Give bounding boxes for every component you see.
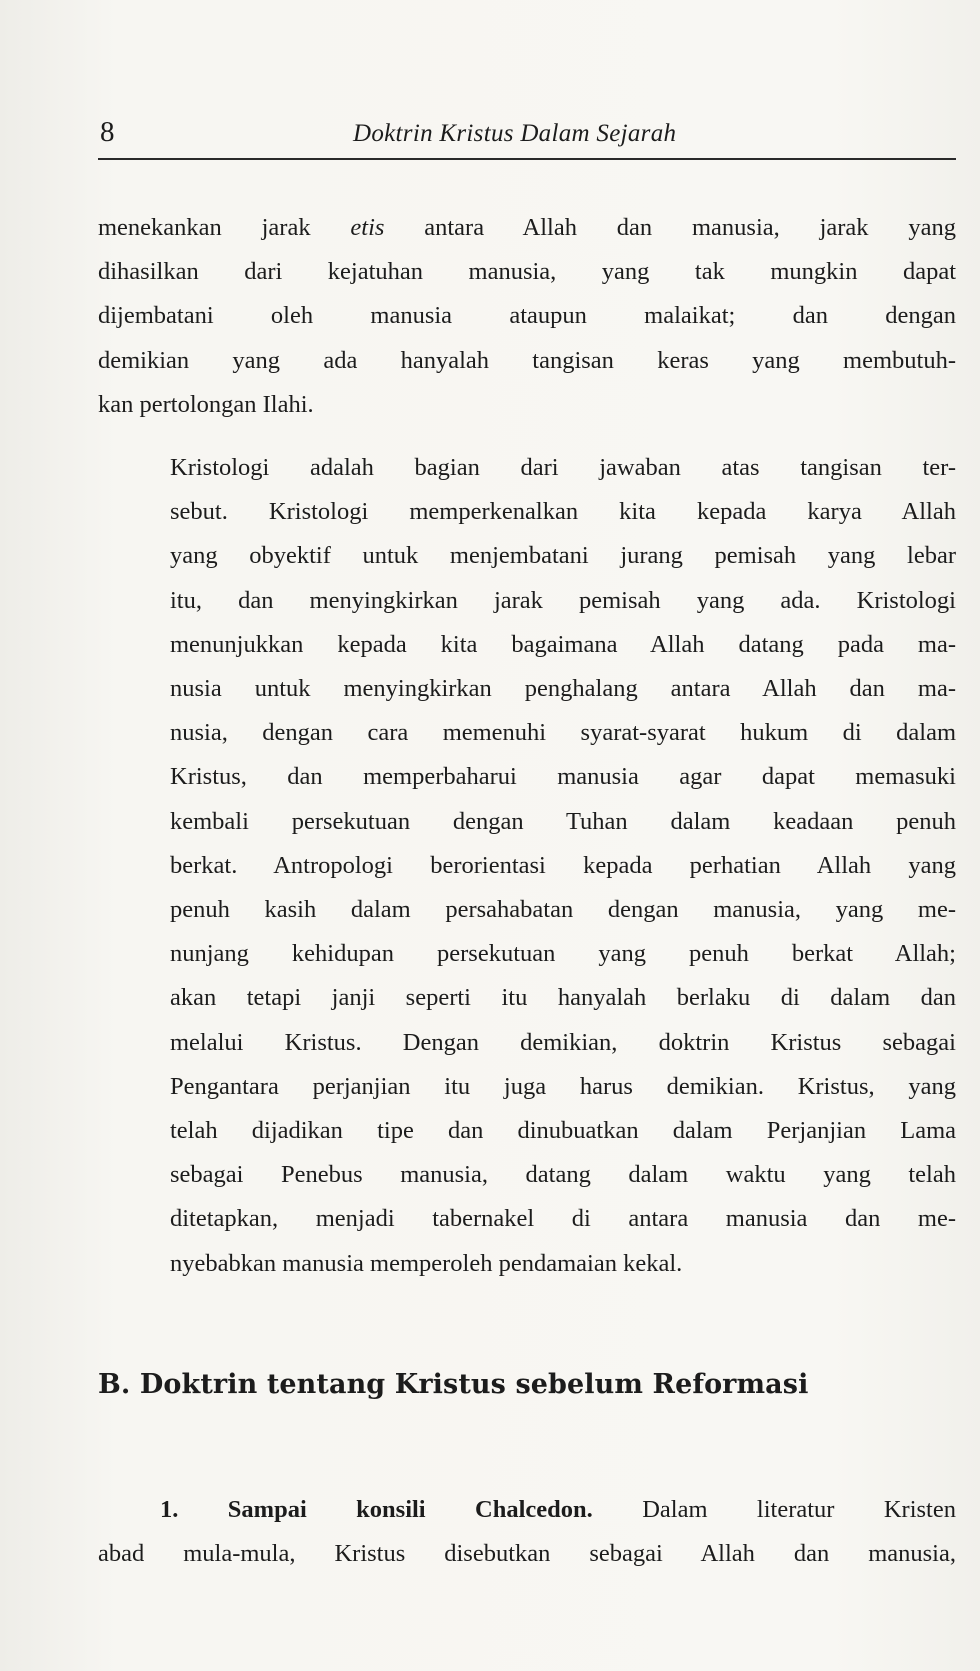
text-span: antara Allah dan manusia, jarak yang: [384, 214, 956, 241]
paragraph-1-line: dihasilkan dari kejatuhan manusia, yang tak mungkin dapat: [98, 258, 956, 286]
paragraph-3-line: [98, 1488, 956, 1532]
book-title: Doktrin Kristus Dalam Sejarah: [353, 120, 677, 147]
paragraph-2-line: berkat. Antropologi berorientasi kepada perhatian Allah yang: [170, 851, 956, 879]
paragraph-2-line: Kristus, dan memperbaharui manusia agar dapat memasuki: [170, 763, 956, 791]
paragraph-3-line: abad mula-mula, Kristus disebutkan sebagai Allah dan manusia,: [98, 1540, 956, 1568]
running-header: [98, 110, 956, 160]
paragraph-2-line: itu, dan menyingkirkan jarak pemisah yang ada. Kristologi: [170, 586, 956, 614]
paragraph-2-line: yang obyektif untuk menjembatani jurang pemisah yang lebar: [170, 542, 956, 570]
paragraph-2-line: Kristologi adalah bagian dari jawaban atas tangisan ter-: [170, 454, 956, 481]
paragraph-2-line: ditetapkan, menjadi tabernakel di antara manusia dan me-: [170, 1205, 956, 1233]
paragraph-2-line: sebagai Penebus manusia, datang dalam waktu yang telah: [170, 1161, 956, 1189]
paragraph-2-line: melalui Kristus. Dengan demikian, doktrin Kristus sebagai: [170, 1028, 956, 1056]
paragraph-2-line: penuh kasih dalam persahabatan dengan manusia, yang me-: [170, 896, 956, 924]
paragraph-2-line: nusia, dengan cara memenuhi syarat-syarat hukum di dalam: [170, 719, 956, 747]
paragraph-2-line: Pengantara perjanjian itu juga harus demikian. Kristus, yang: [170, 1072, 956, 1100]
section-heading: B. Doktrin tentang Kristus sebelum Reformasi: [98, 1369, 809, 1400]
paragraph-2-line: sebut. Kristologi memperkenalkan kita kepada karya Allah: [170, 498, 956, 526]
paragraph-2-line: nusia untuk menyingkirkan penghalang antara Allah dan ma-: [170, 675, 956, 703]
paragraph-1-line: demikian yang ada hanyalah tangisan keras yang membutuh-: [98, 346, 956, 374]
paragraph-2-line: menunjukkan kepada kita bagaimana Allah datang pada ma-: [170, 630, 956, 658]
paragraph-2-line: telah dijadikan tipe dan dinubuatkan dalam Perjanjian Lama: [170, 1117, 956, 1145]
paragraph-1: [98, 206, 956, 427]
paragraph-2-line: nyebabkan manusia memperoleh pendamaian kekal.: [170, 1249, 683, 1277]
subsection-lead: 1. Sampai konsili Chalcedon.: [160, 1496, 593, 1523]
paragraph-3: [98, 1488, 956, 1576]
text-span: menekankan jarak: [98, 214, 351, 241]
italic-term: etis: [350, 214, 385, 241]
paragraph-2-line: nunjang kehidupan persekutuan yang penuh berkat Allah;: [170, 940, 956, 968]
paragraph-2-line: kembali persekutuan dengan Tuhan dalam keadaan penuh: [170, 807, 956, 835]
paragraph-2-line: akan tetapi janji seperti itu hanyalah berlaku di dalam dan: [170, 984, 956, 1012]
paragraph-2: [98, 446, 956, 1286]
paragraph-1-line: dijembatani oleh manusia ataupun malaikat; dan dengan: [98, 302, 956, 330]
paragraph-1-line: kan pertolongan Ilahi.: [98, 390, 314, 418]
paragraph-1-line: [98, 206, 956, 250]
text-span: Dalam literatur Kristen: [592, 1496, 956, 1523]
page-number: 8: [100, 116, 115, 148]
